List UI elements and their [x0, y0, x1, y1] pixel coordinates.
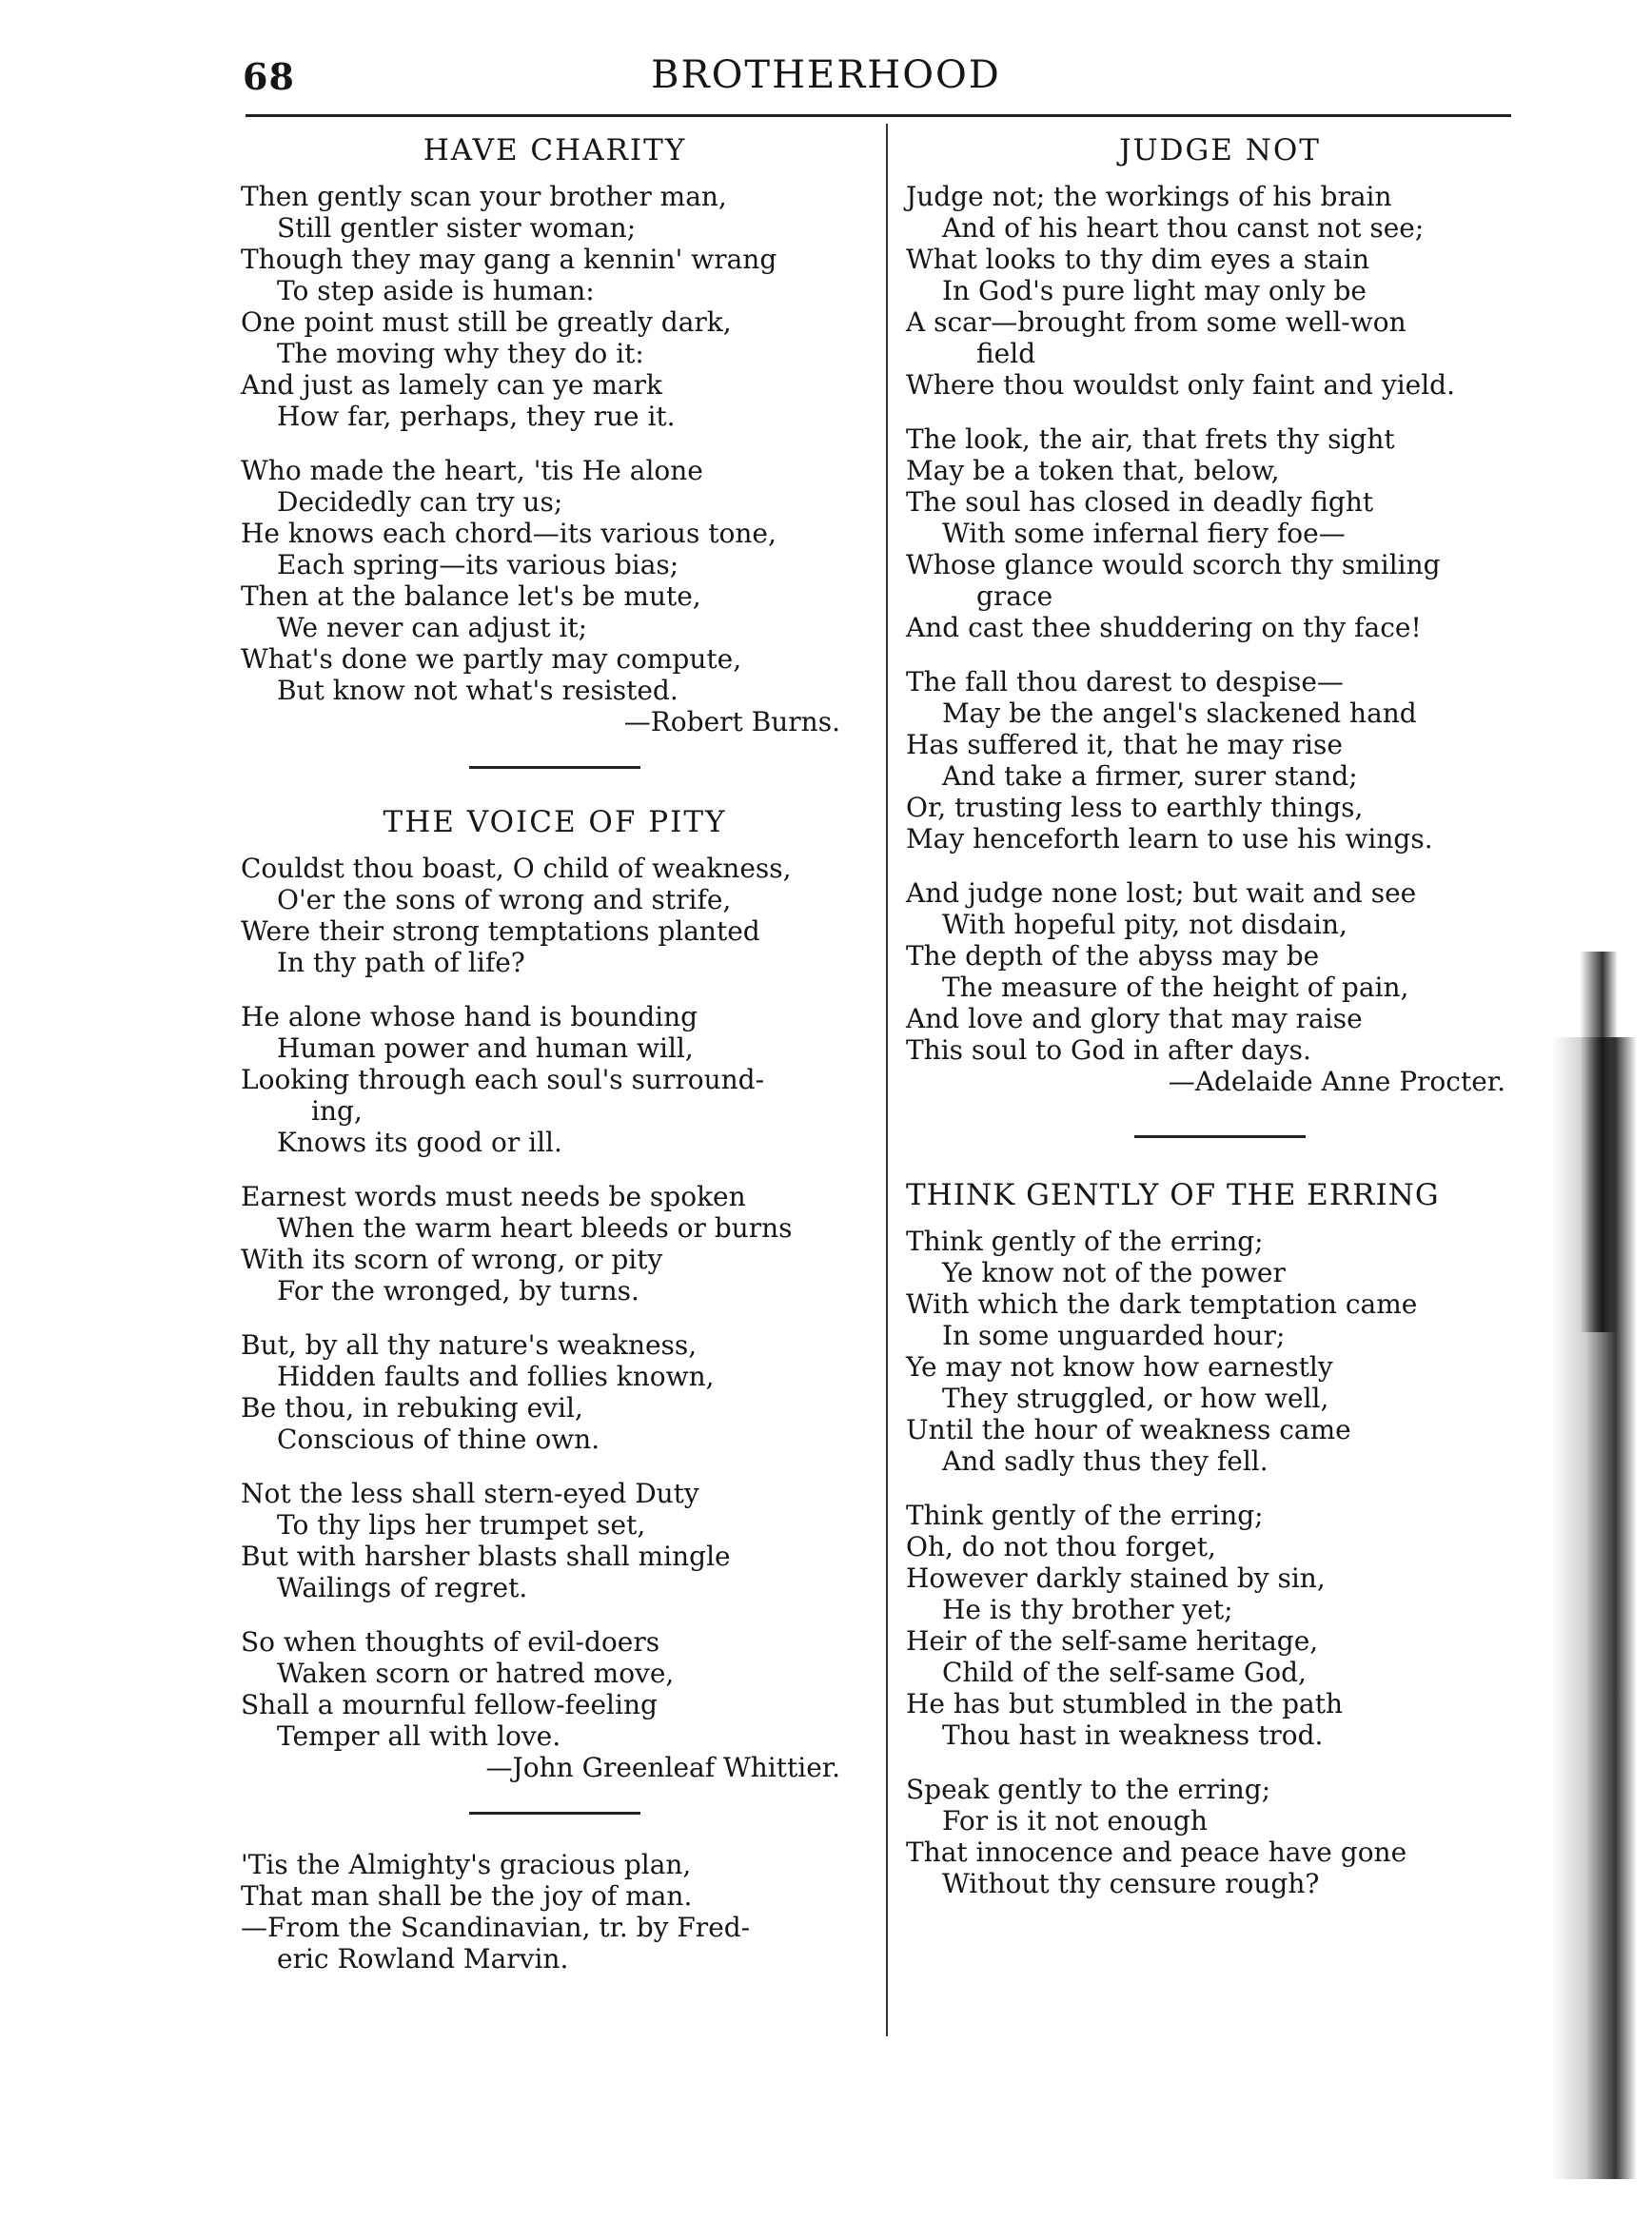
poem-line: Temper all with love. — [277, 1720, 561, 1752]
poem-line: And judge none lost; but wait and see — [906, 877, 1417, 909]
poem-judge-not — [906, 131, 1534, 1097]
poem-line: Shall a mournful fellow-feeling — [241, 1689, 658, 1720]
stanza — [906, 666, 1534, 855]
poem-line: They struggled, or how well, — [942, 1383, 1329, 1414]
poem-line: With its scorn of wrong, or pity — [241, 1244, 663, 1275]
poem-line: May be a token that, below, — [906, 455, 1280, 486]
poem-line: O'er the sons of wrong and strife, — [277, 884, 732, 915]
attribution: —Robert Burns. — [623, 706, 840, 737]
page-number: 68 — [243, 55, 295, 98]
poem-line: Without thy censure rough? — [942, 1868, 1320, 1899]
stanza — [906, 1774, 1534, 1899]
poem-title: THE VOICE OF PITY — [383, 805, 727, 839]
poem-line: Not the less shall stern-eyed Duty — [241, 1478, 699, 1509]
poem-line: In thy path of life? — [277, 947, 525, 978]
poem-line: Ye know not of the power — [942, 1257, 1286, 1288]
poem-line: To thy lips her trumpet set, — [277, 1509, 646, 1541]
column-divider — [886, 124, 888, 2036]
poem-line: Each spring—its various bias; — [277, 549, 679, 580]
poem-line: Where thou wouldst only faint and yield. — [906, 369, 1456, 401]
poem-title: HAVE CHARITY — [423, 133, 687, 167]
poem-line: To step aside is human: — [277, 275, 595, 306]
poem-line: Speak gently to the erring; — [906, 1774, 1271, 1805]
section-divider — [469, 766, 640, 769]
poem-line: What looks to thy dim eyes a stain — [906, 244, 1370, 275]
poem-line: Who made the heart, 'tis He alone — [241, 455, 703, 486]
stanza — [906, 1226, 1534, 1477]
poem-line: And cast thee shuddering on thy face! — [906, 612, 1422, 643]
poem-line: But with harsher blasts shall mingle — [241, 1541, 731, 1572]
stanza — [241, 1001, 869, 1158]
poem-line: With some infernal fiery foe— — [942, 518, 1346, 549]
header-rule — [246, 114, 1511, 117]
poem-line: The depth of the abyss may be — [906, 940, 1320, 972]
poem-line: Judge not; the workings of his brain — [906, 181, 1392, 212]
stanza — [241, 1181, 869, 1306]
poem-line: And just as lamely can ye mark — [241, 369, 662, 401]
poem-line: Conscious of thine own. — [277, 1424, 600, 1455]
poem-voice-of-pity — [241, 803, 869, 1783]
poem-line: A scar—brought from some well-won — [906, 306, 1406, 338]
poem-line: Still gentler sister woman; — [277, 212, 637, 244]
poem-line: The moving why they do it: — [277, 338, 644, 369]
poem-line: He knows each chord—its various tone, — [241, 518, 777, 549]
poem-line: With hopeful pity, not disdain, — [942, 909, 1347, 940]
attribution: —From the Scandinavian, tr. by Fred- — [241, 1912, 751, 1943]
poem-line: This soul to God in after days. — [906, 1034, 1311, 1066]
poem-line: Waken scorn or hatred move, — [277, 1658, 675, 1689]
poem-line: That man shall be the joy of man. — [241, 1880, 693, 1912]
poem-line: So when thoughts of evil-doers — [241, 1626, 660, 1658]
section-divider — [469, 1812, 640, 1815]
left-column — [241, 131, 869, 1974]
poem-line: field — [976, 338, 1036, 369]
running-title: BROTHERHOOD — [651, 53, 1001, 97]
poem-line: Human power and human will, — [277, 1032, 694, 1064]
attribution: eric Rowland Marvin. — [277, 1943, 569, 1974]
stanza — [241, 455, 869, 706]
poem-line: Though they may gang a kennin' wrang — [241, 244, 777, 275]
poem-line: Oh, do not thou forget, — [906, 1531, 1216, 1562]
poem-line: He is thy brother yet; — [942, 1594, 1233, 1625]
poem-line: That innocence and peace have gone — [906, 1837, 1407, 1868]
poem-title: JUDGE NOT — [1119, 133, 1321, 167]
poem-line: Be thou, in rebuking evil, — [241, 1392, 583, 1424]
poem-line: Or, trusting less to earthly things, — [906, 792, 1364, 823]
stanza — [906, 877, 1534, 1066]
poem-line: Earnest words must needs be spoken — [241, 1181, 746, 1212]
stanza — [241, 1626, 869, 1752]
attribution: —John Greenleaf Whittier. — [485, 1752, 840, 1783]
poem-line: Couldst thou boast, O child of weakness, — [241, 853, 792, 884]
stanza — [241, 853, 869, 978]
poem-line: Wailings of regret. — [277, 1572, 528, 1603]
section-divider — [1134, 1135, 1306, 1138]
poem-title: THINK GENTLY OF THE ERRING — [906, 1178, 1440, 1212]
poem-line: Then at the balance let's be mute, — [241, 580, 701, 612]
poem-line: Then gently scan your brother man, — [241, 181, 727, 212]
poem-line: Looking through each soul's surround- — [241, 1064, 765, 1095]
stanza — [906, 181, 1534, 401]
poem-line: Decidedly can try us; — [277, 486, 563, 518]
poem-line: 'Tis the Almighty's gracious plan, — [241, 1849, 692, 1880]
poem-line: Heir of the self-same heritage, — [906, 1625, 1319, 1657]
stanza — [241, 181, 869, 432]
poem-line: grace — [976, 580, 1053, 612]
poem-line: He alone whose hand is bounding — [241, 1001, 698, 1032]
poem-line: For the wronged, by turns. — [277, 1275, 639, 1306]
stanza — [906, 1500, 1534, 1751]
poem-line: However darkly stained by sin, — [906, 1562, 1326, 1594]
poem-line: And take a firmer, surer stand; — [942, 760, 1358, 792]
poem-line: May be the angel's slackened hand — [942, 697, 1417, 729]
poem-line: Hidden faults and follies known, — [277, 1361, 715, 1392]
poem-line: He has but stumbled in the path — [906, 1688, 1344, 1719]
poem-line: Child of the self-same God, — [942, 1657, 1307, 1688]
poem-line: For is it not enough — [942, 1805, 1208, 1837]
poem-line: Until the hour of weakness came — [906, 1414, 1351, 1445]
stanza — [241, 1329, 869, 1455]
poem-line: ing, — [311, 1095, 363, 1127]
stanza — [241, 1849, 869, 1974]
stanza — [241, 1478, 869, 1603]
poem-think-gently — [906, 1176, 1534, 1899]
poem-line: And sadly thus they fell. — [942, 1445, 1268, 1477]
poem-line: And love and glory that may raise — [906, 1003, 1363, 1034]
poem-line: But know not what's resisted. — [277, 675, 678, 706]
poem-line: The measure of the height of pain, — [942, 972, 1409, 1003]
poem-line: Has suffered it, that he may rise — [906, 729, 1343, 760]
poem-scandinavian — [241, 1849, 869, 1974]
poem-line: The soul has closed in deadly fight — [906, 486, 1374, 518]
poem-line: One point must still be greatly dark, — [241, 306, 732, 338]
poem-line: The look, the air, that frets thy sight — [906, 423, 1395, 455]
poem-line: With which the dark temptation came — [906, 1288, 1418, 1320]
poem-line: In God's pure light may only be — [942, 275, 1367, 306]
poem-line: But, by all thy nature's weakness, — [241, 1329, 698, 1361]
poem-line: And of his heart thou canst not see; — [942, 212, 1425, 244]
attribution: —Adelaide Anne Procter. — [1168, 1066, 1505, 1097]
stanza — [906, 423, 1534, 643]
poem-line: In some unguarded hour; — [942, 1320, 1286, 1351]
poem-have-charity — [241, 131, 869, 737]
poem-line: May henceforth learn to use his wings. — [906, 823, 1433, 855]
poem-line: When the warm heart bleeds or burns — [277, 1212, 793, 1244]
poem-line: Think gently of the erring; — [906, 1500, 1264, 1531]
poem-line: The fall thou darest to despise— — [906, 666, 1344, 697]
poem-line: We never can adjust it; — [277, 612, 588, 643]
poem-line: Ye may not know how earnestly — [906, 1351, 1333, 1383]
poem-line: Whose glance would scorch thy smiling — [906, 549, 1441, 580]
poem-line: Think gently of the erring; — [906, 1226, 1264, 1257]
poem-line: Knows its good or ill. — [277, 1127, 562, 1158]
right-column — [906, 131, 1534, 1922]
poem-line: Thou hast in weakness trod. — [942, 1719, 1324, 1751]
poem-line: Were their strong temptations planted — [241, 915, 760, 947]
scan-binding-shadow — [1580, 952, 1618, 1332]
poem-line: What's done we partly may compute, — [241, 643, 742, 675]
poem-line: How far, perhaps, they rue it. — [277, 401, 676, 432]
